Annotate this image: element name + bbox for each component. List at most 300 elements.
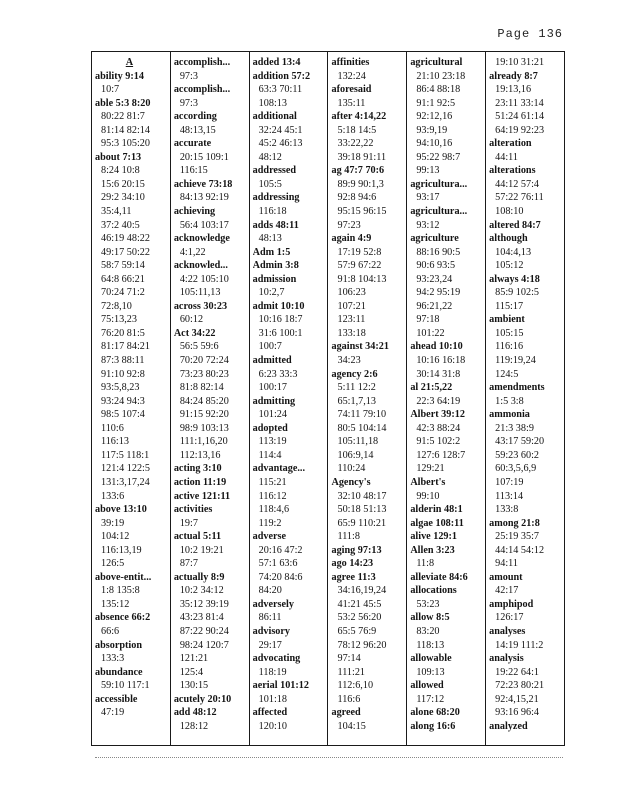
index-entry-pages: 19:22 64:1 <box>495 666 540 678</box>
index-entry-pages: 10:16 16:18 <box>416 355 466 367</box>
index-entry-pages: 30:14 31:8 <box>416 368 461 380</box>
index-entry-pages: 80:22 81:7 <box>101 111 145 123</box>
index-entry-pages: 35:4,11 <box>101 206 132 218</box>
index-entry-pages: 113:14 <box>495 490 524 502</box>
index-entry-pages: 33:22,22 <box>337 138 374 150</box>
index-entry-pages: 93:24 94:3 <box>101 395 145 407</box>
index-entry-word: adds 48:11 <box>252 219 299 231</box>
index-entry-word: against 34:21 <box>331 341 389 353</box>
index-entry-pages: 117:12 <box>416 693 445 705</box>
index-entry-pages: 110:6 <box>101 422 124 434</box>
index-entry-word: above 13:10 <box>95 504 147 516</box>
index-entry-pages: 97:23 <box>337 219 361 231</box>
index-entry-pages: 39:18 91:11 <box>337 151 387 163</box>
index-entry-pages: 15:6 20:15 <box>101 178 145 190</box>
word-index-table <box>91 51 565 746</box>
index-entry-pages: 98:5 107:4 <box>101 409 145 421</box>
index-entry-word: allowable <box>410 653 452 665</box>
index-entry-pages: 105:11,13 <box>179 287 221 299</box>
index-entry-pages: 126:17 <box>495 612 524 624</box>
index-entry-pages: 14:19 111:2 <box>495 639 544 651</box>
index-entry-pages: 90:6 93:5 <box>416 260 456 272</box>
index-entry-pages: 93:9,19 <box>416 124 448 136</box>
index-entry-word: accessible <box>95 693 138 705</box>
index-entry-pages: 113:19 <box>258 436 287 448</box>
index-entry-pages: 111:1,16,20 <box>179 436 228 448</box>
index-column-4 <box>328 52 407 745</box>
index-entry-pages: 65:1,7,13 <box>337 395 376 407</box>
index-entry-pages: 101:18 <box>258 693 287 705</box>
index-entry-word: allowed <box>410 680 444 692</box>
index-entry-pages: 123:11 <box>337 314 366 326</box>
index-entry-pages: 98:24 120:7 <box>179 639 229 651</box>
index-entry-pages: 87:3 88:11 <box>101 355 145 367</box>
index-entry-pages: 91:15 92:20 <box>179 409 229 421</box>
index-entry-pages: 81:17 84:21 <box>101 341 150 353</box>
index-entry-pages: 4:22 105:10 <box>179 273 229 285</box>
index-entry-word: able 5:3 8:20 <box>95 97 151 109</box>
index-entry-word: although <box>489 233 528 245</box>
index-entry-pages: 133:18 <box>337 327 366 339</box>
index-entry-pages: 100:7 <box>258 341 282 353</box>
index-entry-word: agency 2:6 <box>331 368 378 380</box>
index-entry-pages: 125:4 <box>179 666 204 678</box>
index-entry-pages: 60:12 <box>179 314 204 326</box>
index-entry-pages: 93:17 <box>416 192 440 204</box>
index-entry-word: across 30:23 <box>173 300 228 312</box>
index-entry-word: aerial 101:12 <box>252 680 309 692</box>
index-entry-word: ago 14:23 <box>331 558 374 570</box>
index-entry-pages: 121:21 <box>179 653 209 665</box>
index-entry-pages: 56:4 103:17 <box>179 219 229 231</box>
index-entry-pages: 22:3 64:19 <box>416 395 461 407</box>
index-entry-word: amendments <box>489 382 545 394</box>
index-entry-word: accomplish... <box>173 57 231 68</box>
index-entry-pages: 116:16 <box>495 341 524 353</box>
index-entry-word: admission <box>252 273 297 285</box>
index-entry-pages: 10:2 34:12 <box>179 585 224 597</box>
index-entry-pages: 118:13 <box>416 639 445 651</box>
index-entry-pages: 78:12 96:20 <box>337 639 387 651</box>
index-entry-pages: 10:7 <box>101 84 120 96</box>
index-entry-pages: 53:23 <box>416 598 440 610</box>
index-entry-pages: 81:14 82:14 <box>101 124 150 136</box>
index-entry-word: actually 8:9 <box>173 571 225 583</box>
index-entry-pages: 95:3 105:20 <box>101 138 150 150</box>
index-entry-pages: 60:3,5,6,9 <box>495 463 537 475</box>
index-entry-word: Adm 1:5 <box>252 246 291 258</box>
index-entry-pages: 116:13 <box>101 436 129 448</box>
index-entry-pages: 21:3 38:9 <box>495 422 534 434</box>
index-entry-pages: 48:13,15 <box>179 124 216 136</box>
footer-rule <box>95 757 563 758</box>
index-entry-pages: 43:23 81:4 <box>179 612 224 624</box>
index-entry-pages: 44:14 54:12 <box>495 544 545 556</box>
index-entry-pages: 32:24 45:1 <box>258 124 303 136</box>
index-entry-word: analyses <box>489 625 526 637</box>
index-entry-pages: 59:10 117:1 <box>101 680 150 692</box>
index-entry-pages: 111:8 <box>337 531 360 543</box>
index-entry-word: absence 66:2 <box>95 612 151 624</box>
index-entry-word: about 7:13 <box>95 151 142 163</box>
index-entry-pages: 85:9 102:5 <box>495 287 540 299</box>
index-entry-pages: 42:3 88:24 <box>416 422 461 434</box>
index-entry-word: always 4:18 <box>489 273 540 285</box>
index-entry-pages: 93:12 <box>416 219 440 231</box>
index-entry-pages: 57:22 76:11 <box>495 192 544 204</box>
index-entry-pages: 91:8 104:13 <box>337 273 387 285</box>
index-entry-word: agreed <box>331 707 361 719</box>
index-entry-pages: 20:15 109:1 <box>179 151 229 163</box>
index-entry-pages: 135:12 <box>101 598 130 610</box>
index-entry-word: add 48:12 <box>173 707 217 719</box>
index-entry-pages: 4:1,22 <box>179 246 206 258</box>
index-entry-word: Albert's <box>410 476 446 488</box>
index-entry-pages: 6:23 33:3 <box>258 368 298 380</box>
index-entry-word: affected <box>252 707 288 719</box>
index-entry-pages: 89:9 90:1,3 <box>337 178 384 190</box>
index-entry-pages: 65:5 76:9 <box>337 625 377 637</box>
index-entry-pages: 37:2 40:5 <box>101 219 140 231</box>
index-entry-pages: 72:23 80:21 <box>495 680 545 692</box>
index-entry-word: addition 57:2 <box>252 70 311 82</box>
index-entry-word: advantage... <box>252 463 306 475</box>
index-entry-pages: 105:15 <box>495 327 524 339</box>
index-entry-pages: 114:4 <box>258 449 282 461</box>
index-entry-pages: 93:16 96:4 <box>495 707 540 719</box>
index-entry-word: acknowledge <box>173 233 230 245</box>
index-entry-word: absorption <box>95 639 142 651</box>
index-entry-word: aging 97:13 <box>331 544 382 556</box>
index-entry-word: advocating <box>252 653 301 665</box>
index-entry-pages: 116:12 <box>258 490 287 502</box>
index-entry-word: advisory <box>252 625 291 637</box>
index-entry-word: alive 129:1 <box>410 531 457 543</box>
index-entry-pages: 97:14 <box>337 653 361 665</box>
index-entry-pages: 129:21 <box>416 463 445 475</box>
index-entry-pages: 93:5,8,23 <box>101 382 140 394</box>
index-entry-pages: 32:10 48:17 <box>337 490 387 502</box>
index-entry-word: affinities <box>331 57 370 68</box>
index-entry-pages: 10:16 18:7 <box>258 314 303 326</box>
index-entry-pages: 83:20 <box>416 625 440 637</box>
index-entry-pages: 45:2 46:13 <box>258 138 303 150</box>
index-entry-pages: 86:4 88:18 <box>416 84 461 96</box>
index-entry-pages: 44:12 57:4 <box>495 178 540 190</box>
index-entry-pages: 87:22 90:24 <box>179 625 229 637</box>
index-column-6 <box>486 52 564 745</box>
index-entry-word: Agency's <box>331 476 371 488</box>
index-entry-pages: 98:9 103:13 <box>179 422 229 434</box>
index-entry-pages: 127:6 128:7 <box>416 449 466 461</box>
index-entry-pages: 76:20 81:5 <box>101 327 145 339</box>
index-entry-word: again 4:9 <box>331 233 372 245</box>
index-entry-pages: 133:3 <box>101 653 125 665</box>
index-entry-pages: 99:10 <box>416 490 440 502</box>
index-entry-pages: 97:3 <box>179 97 198 109</box>
index-entry-pages: 108:10 <box>495 206 524 218</box>
index-entry-pages: 118:4,6 <box>258 504 290 516</box>
index-entry-word: aforesaid <box>331 84 372 96</box>
index-entry-pages: 50:18 51:13 <box>337 504 387 516</box>
index-entry-pages: 29:17 <box>258 639 282 651</box>
index-entry-word: analysis <box>489 653 524 665</box>
index-entry-pages: 116:15 <box>179 165 208 177</box>
index-entry-pages: 135:11 <box>337 97 366 109</box>
index-entry-word: algae 108:11 <box>410 517 464 529</box>
index-entry-pages: 128:12 <box>179 720 209 732</box>
index-entry-pages: 109:13 <box>416 666 445 678</box>
index-entry-pages: 116:13,19 <box>101 544 142 556</box>
index-entry-word: alleviate 84:6 <box>410 571 468 583</box>
index-entry-word: agricultura... <box>410 206 468 218</box>
index-entry-pages: 73:23 80:23 <box>179 368 229 380</box>
index-entry-word: achieving <box>173 206 216 218</box>
index-entry-pages: 88:16 90:5 <box>416 246 461 258</box>
index-entry-pages: 91:10 92:8 <box>101 368 145 380</box>
index-entry-pages: 115:17 <box>495 300 524 312</box>
index-entry-pages: 5:11 12:2 <box>337 382 376 394</box>
index-entry-word: already 8:7 <box>489 70 538 82</box>
index-entry-word: among 21:8 <box>489 517 540 529</box>
index-entry-word: agricultura... <box>410 178 468 190</box>
index-entry-pages: 8:24 10:8 <box>101 165 140 177</box>
index-entry-word: accurate <box>173 138 212 150</box>
index-entry-pages: 117:5 118:1 <box>101 449 150 461</box>
index-entry-pages: 66:6 <box>101 625 120 637</box>
index-entry-pages: 72:8,10 <box>101 300 132 312</box>
index-entry-pages: 21:10 23:18 <box>416 70 466 82</box>
index-entry-pages: 120:10 <box>258 720 287 732</box>
index-entry-word: admit 10:10 <box>252 300 305 312</box>
index-entry-pages: 35:12 39:19 <box>179 598 229 610</box>
index-entry-pages: 58:7 59:14 <box>101 260 145 272</box>
index-entry-pages: 112:13,16 <box>179 449 221 461</box>
index-entry-pages: 19:10 31:21 <box>495 57 545 68</box>
index-entry-pages: 91:1 92:5 <box>416 97 456 109</box>
index-entry-pages: 53:2 56:20 <box>337 612 382 624</box>
index-entry-pages: 93:23,24 <box>416 273 453 285</box>
index-entry-pages: 132:24 <box>337 70 366 82</box>
index-entry-pages: 20:16 47:2 <box>258 544 303 556</box>
index-entry-word: Act 34:22 <box>173 327 216 339</box>
index-entry-pages: 10:2 19:21 <box>179 544 224 556</box>
index-entry-pages: 44:11 <box>495 151 518 163</box>
index-entry-pages: 74:20 84:6 <box>258 571 303 583</box>
index-entry-pages: 63:3 70:11 <box>258 84 303 96</box>
index-entry-pages: 34:16,19,24 <box>337 585 387 597</box>
index-entry-word: Allen 3:23 <box>410 544 455 556</box>
index-entry-pages: 23:11 33:14 <box>495 97 544 109</box>
index-entry-pages: 94:11 <box>495 558 518 570</box>
index-entry-pages: 74:11 79:10 <box>337 409 387 421</box>
index-entry-pages: 101:22 <box>416 327 445 339</box>
index-entry-pages: 19:13,16 <box>495 84 532 96</box>
index-entry-pages: 41:21 45:5 <box>337 598 382 610</box>
index-entry-word: agree 11:3 <box>331 571 376 583</box>
index-entry-pages: 56:5 59:6 <box>179 341 219 353</box>
index-entry-pages: 100:17 <box>258 382 287 394</box>
index-entry-word: according <box>173 111 217 123</box>
index-entry-pages: 5:18 14:5 <box>337 124 377 136</box>
index-entry-pages: 75:13,23 <box>101 314 137 326</box>
index-entry-word: actual 5:11 <box>173 531 222 543</box>
index-entry-pages: 11:8 <box>416 558 435 570</box>
section-letter-heading: A <box>125 57 134 68</box>
index-entry-pages: 95:22 98:7 <box>416 151 461 163</box>
index-entry-pages: 133:6 <box>101 490 125 502</box>
index-entry-word: ag 47:7 70:6 <box>331 165 385 177</box>
index-entry-pages: 64:19 92:23 <box>495 124 545 136</box>
index-entry-pages: 116:18 <box>258 206 287 218</box>
index-entry-pages: 111:21 <box>337 666 366 678</box>
index-entry-word: after 4:14,22 <box>331 111 387 123</box>
index-entry-word: analyzed <box>489 720 528 732</box>
index-entry-pages: 94:10,16 <box>416 138 453 150</box>
index-entry-word: agriculture <box>410 233 459 245</box>
index-entry-word: altered 84:7 <box>489 219 541 231</box>
index-entry-pages: 118:19 <box>258 666 287 678</box>
index-column-1 <box>92 52 171 745</box>
index-entry-pages: 124:5 <box>495 368 519 380</box>
index-column-5 <box>407 52 486 745</box>
index-entry-word: accomplish... <box>173 84 231 96</box>
index-entry-pages: 104:12 <box>101 531 130 543</box>
index-entry-word: admitting <box>252 395 296 407</box>
index-entry-pages: 80:5 104:14 <box>337 422 387 434</box>
index-entry-pages: 1:8 135:8 <box>101 585 140 597</box>
index-entry-pages: 81:8 82:14 <box>179 382 224 394</box>
index-entry-word: alderin 48:1 <box>410 504 463 516</box>
index-entry-pages: 105:12 <box>495 260 524 272</box>
index-entry-pages: 84:24 85:20 <box>179 395 229 407</box>
index-entry-pages: 70:24 71:2 <box>101 287 145 299</box>
index-entry-pages: 94:2 95:19 <box>416 287 461 299</box>
index-entry-pages: 39:19 <box>101 517 125 529</box>
index-entry-word: activities <box>173 504 213 516</box>
index-entry-word: allocations <box>410 585 457 597</box>
index-entry-word: Admin 3:8 <box>252 260 299 272</box>
index-entry-pages: 92:4,15,21 <box>495 693 539 705</box>
index-entry-word: abundance <box>95 666 143 678</box>
index-entry-pages: 101:24 <box>258 409 287 421</box>
index-entry-pages: 119:2 <box>258 517 282 529</box>
index-entry-pages: 19:7 <box>179 517 198 529</box>
index-entry-pages: 105:11,18 <box>337 436 379 448</box>
index-entry-pages: 59:23 60:2 <box>495 449 540 461</box>
index-entry-pages: 31:6 100:1 <box>258 327 303 339</box>
index-entry-pages: 92:8 94:6 <box>337 192 377 204</box>
index-entry-pages: 42:17 <box>495 585 519 597</box>
index-entry-pages: 84:20 <box>258 585 282 597</box>
index-entry-word: amphipod <box>489 598 534 610</box>
index-column-2 <box>171 52 250 745</box>
index-entry-word: acutely 20:10 <box>173 693 232 705</box>
index-entry-pages: 86:11 <box>258 612 282 624</box>
index-entry-word: additional <box>252 111 297 123</box>
index-entry-pages: 121:4 122:5 <box>101 463 150 475</box>
index-entry-pages: 119:19,24 <box>495 355 536 367</box>
index-entry-word: adverse <box>252 531 287 543</box>
index-entry-pages: 97:18 <box>416 314 440 326</box>
index-entry-pages: 65:9 110:21 <box>337 517 387 529</box>
index-entry-word: ahead 10:10 <box>410 341 463 353</box>
index-entry-pages: 91:5 102:2 <box>416 436 461 448</box>
page-number: Page 136 <box>497 27 563 41</box>
index-entry-pages: 107:21 <box>337 300 366 312</box>
index-entry-pages: 47:19 <box>101 707 125 719</box>
index-entry-pages: 1:5 3:8 <box>495 395 524 407</box>
index-entry-word: acting 3:10 <box>173 463 222 475</box>
index-entry-pages: 110:24 <box>337 463 366 475</box>
index-entry-pages: 92:12,16 <box>416 111 453 123</box>
index-entry-word: admitted <box>252 355 292 367</box>
index-entry-word: agricultural <box>410 57 463 68</box>
index-entry-pages: 84:13 92:19 <box>179 192 229 204</box>
index-entry-pages: 51:24 61:14 <box>495 111 545 123</box>
index-entry-word: addressed <box>252 165 297 177</box>
index-entry-word: Albert 39:12 <box>410 409 465 421</box>
index-entry-pages: 57:1 63:6 <box>258 558 298 570</box>
index-entry-pages: 131:3,17,24 <box>101 476 150 488</box>
index-column-3 <box>250 52 329 745</box>
index-entry-pages: 107:19 <box>495 476 524 488</box>
index-entry-pages: 87:7 <box>179 558 198 570</box>
index-entry-pages: 116:6 <box>337 693 361 705</box>
index-entry-word: alteration <box>489 138 532 150</box>
index-entry-pages: 96:21,22 <box>416 300 453 312</box>
index-entry-pages: 48:13 <box>258 233 282 245</box>
index-entry-pages: 105:5 <box>258 178 282 190</box>
index-entry-word: action 11:19 <box>173 476 227 488</box>
index-entry-pages: 95:15 96:15 <box>337 206 387 218</box>
index-entry-pages: 126:5 <box>101 558 125 570</box>
index-entry-word: above-entit... <box>95 571 152 583</box>
index-entry-word: ambient <box>489 314 525 326</box>
index-entry-word: amount <box>489 571 523 583</box>
index-entry-word: alterations <box>489 165 536 177</box>
index-entry-pages: 97:3 <box>179 70 198 82</box>
index-entry-pages: 48:12 <box>258 151 282 163</box>
index-entry-pages: 29:2 34:10 <box>101 192 145 204</box>
index-entry-pages: 99:13 <box>416 165 440 177</box>
index-entry-word: active 121:11 <box>173 490 231 502</box>
index-entry-word: acknowled... <box>173 260 228 272</box>
index-entry-pages: 112:6,10 <box>337 680 374 692</box>
index-entry-word: achieve 73:18 <box>173 178 233 190</box>
index-entry-pages: 104:4,13 <box>495 246 532 258</box>
index-entry-pages: 130:15 <box>179 680 209 692</box>
index-entry-pages: 106:9,14 <box>337 449 374 461</box>
index-entry-pages: 104:15 <box>337 720 366 732</box>
index-entry-pages: 115:21 <box>258 476 287 488</box>
index-entry-pages: 43:17 59:20 <box>495 436 545 448</box>
index-entry-pages: 108:13 <box>258 97 287 109</box>
index-entry-pages: 10:2,7 <box>258 287 285 299</box>
index-entry-word: allow 8:5 <box>410 612 450 624</box>
index-entry-pages: 57:9 67:22 <box>337 260 382 272</box>
index-entry-pages: 34:23 <box>337 355 361 367</box>
index-entry-pages: 25:19 35:7 <box>495 531 540 543</box>
index-entry-pages: 133:8 <box>495 504 519 516</box>
index-entry-word: ammonia <box>489 409 530 421</box>
index-entry-word: ability 9:14 <box>95 70 144 82</box>
index-entry-word: alone 68:20 <box>410 707 460 719</box>
index-entry-word: added 13:4 <box>252 57 301 68</box>
index-entry-word: along 16:6 <box>410 720 456 732</box>
index-entry-pages: 106:23 <box>337 287 366 299</box>
index-entry-word: addressing <box>252 192 300 204</box>
